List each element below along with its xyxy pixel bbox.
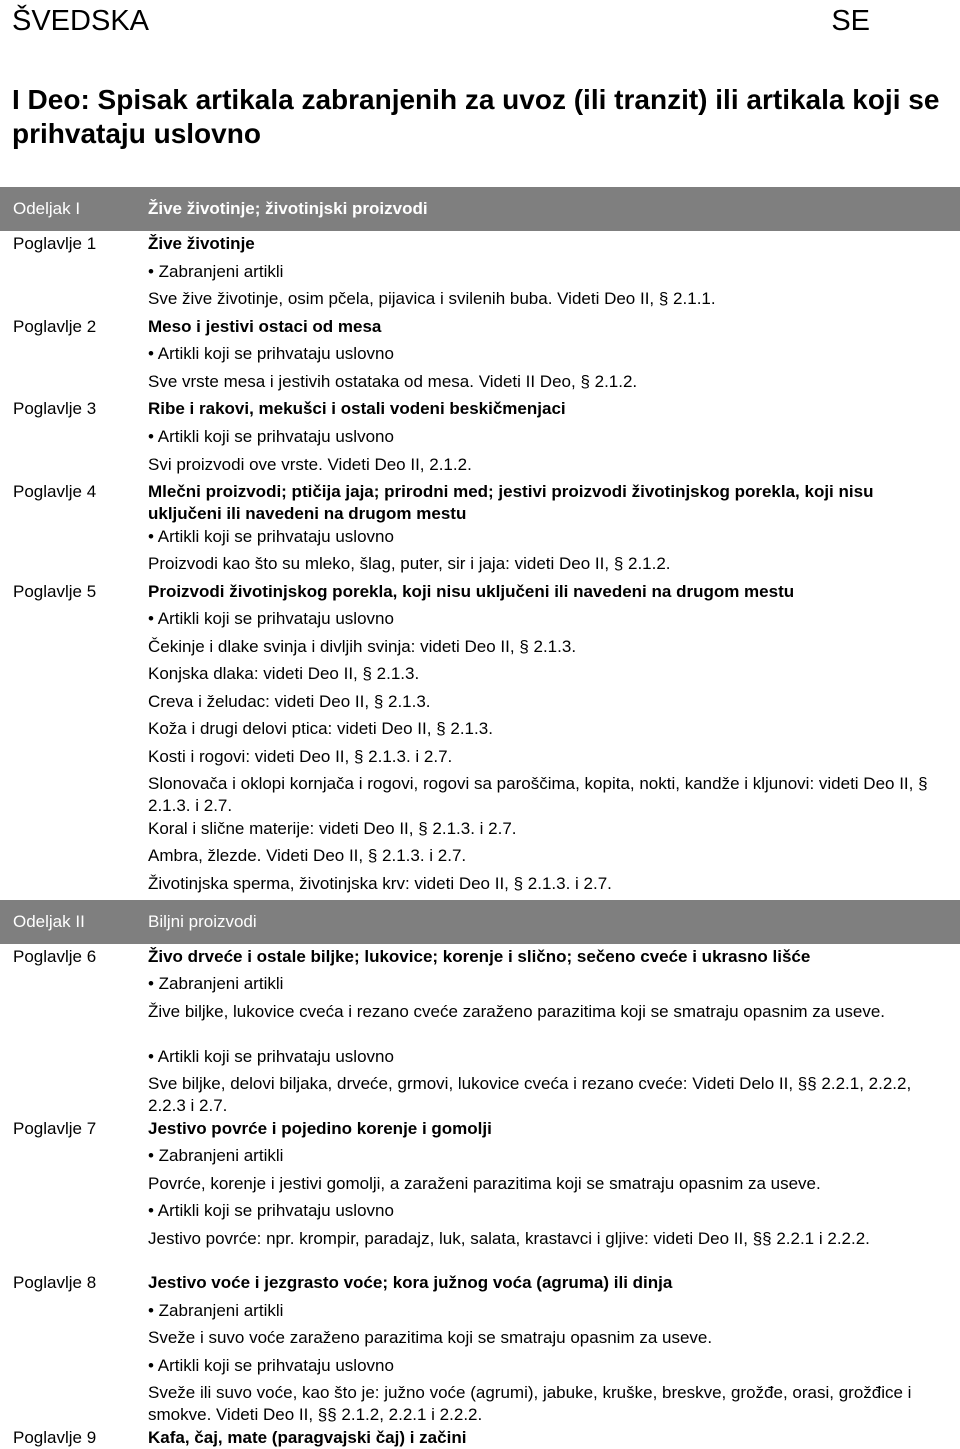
header-country: ŠVEDSKA: [12, 5, 149, 37]
section-title: Biljni proizvodi: [148, 912, 257, 931]
chapter-line: • Artikli koji se prihvataju uslovno: [148, 527, 394, 546]
chapter-title: Ribe i rakovi, mekušci i ostali vodeni beskičmenjaci: [148, 399, 566, 418]
chapter-label: Poglavlje 6: [13, 947, 97, 966]
chapter-line: • Artikli koji se prihvataju uslovno: [148, 609, 394, 628]
chapter-line: Povrće, korenje i jestivi gomolji, a zaraženi parazitima koji se smatraju opasnim za useve.: [148, 1174, 821, 1193]
chapter-title: Kafa, čaj, mate (paragvajski čaj) i začini: [148, 1428, 467, 1447]
chapter-title: Živo drveće i ostale biljke; lukovice; korenje i slično; sečeno cveće i ukrasno lišće: [148, 947, 811, 966]
chapter-title: Jestivo voće i jezgrasto voće; kora južnog voća (agruma) ili dinja: [148, 1273, 673, 1292]
chapter-line: • Artikli koji se prihvataju uslovno: [148, 1201, 394, 1220]
chapter-label: Poglavlje 1: [13, 234, 97, 253]
chapter-line: Svi proizvodi ove vrste. Videti Deo II, 2.1.2.: [148, 455, 472, 474]
chapter-label: Poglavlje 4: [13, 482, 97, 501]
chapter-label: Poglavlje 2: [13, 317, 97, 336]
chapter-title: Jestivo povrće i pojedino korenje i gomolji: [148, 1119, 492, 1138]
chapter-label: Poglavlje 5: [13, 582, 97, 601]
chapter-line: Sveže ili suvo voće, kao što je: južno voće (agrumi), jabuke, kruške, breskve, grožđe, orasi, grožđice i smokve. Videti Deo II, §§ 2.1.2, 2.2.1 i 2.2.2.: [148, 1383, 912, 1424]
chapter-line: Žive biljke, lukovice cveća i rezano cveće zaraženo parazitima koji se smatraju opasnim za useve.: [148, 1002, 885, 1021]
section-title: Žive životinje; životinjski proizvodi: [148, 199, 428, 218]
chapter-label: Poglavlje 3: [13, 399, 97, 418]
chapter-line: Jestivo povrće: npr. krompir, paradajz, luk, salata, krastavci i gljive: videti Deo II, §§ 2.2.1 i 2.2.2.: [148, 1229, 870, 1248]
section-label: Odeljak II: [13, 912, 85, 931]
chapter-title: Proizvodi životinjskog porekla, koji nisu uključeni ili navedeni na drugom mestu: [148, 582, 795, 601]
chapter-title: Mlečni proizvodi; ptičija jaja; prirodni med; jestivi proizvodi životinjskog porekla, koji nisu uključeni ili navedeni na drugom mestu: [148, 482, 874, 523]
chapter-label: Poglavlje 9: [13, 1428, 97, 1447]
chapter-line: Koža i drugi delovi ptica: videti Deo II, § 2.1.3.: [148, 719, 493, 738]
header-code: SE: [831, 5, 870, 37]
chapter-line: Sve žive životinje, osim pčela, pijavica i svilenih buba. Videti Deo II, § 2.1.1.: [148, 289, 716, 308]
chapter-line: • Artikli koji se prihvataju uslvono: [148, 427, 394, 446]
chapter-line: Sve biljke, delovi biljaka, drveće, grmovi, lukovice cveća i rezano cveće: Videti Delo II, §§ 2.2.1, 2.2.2, 2.2.3 i 2.7.: [148, 1074, 912, 1115]
chapter-line: Creva i želudac: videti Deo II, § 2.1.3.: [148, 692, 431, 711]
chapter-line: • Artikli koji se prihvataju uslovno: [148, 1047, 394, 1066]
chapter-title: Meso i jestivi ostaci od mesa: [148, 317, 382, 336]
chapter-line: Slonovača i oklopi kornjača i rogovi, rogovi sa paroščima, kopita, nokti, kandže i kljunovi: videti Deo II, § 2.1.3. i 2.7.: [148, 774, 928, 815]
section-label: Odeljak I: [13, 199, 81, 218]
chapter-line: Životinjska sperma, životinjska krv: videti Deo II, § 2.1.3. i 2.7.: [148, 874, 612, 893]
page-title: I Deo: Spisak artikala zabranjenih za uvoz (ili tranzit) ili artikala koji se prihvataju uslovno: [12, 84, 940, 149]
chapter-line: Sve vrste mesa i jestivih ostataka od mesa. Videti II Deo, § 2.1.2.: [148, 372, 638, 391]
chapter-line: • Artikli koji se prihvataju uslovno: [148, 1356, 394, 1375]
chapter-line: • Zabranjeni artikli: [148, 262, 284, 281]
chapter-title: Žive životinje: [148, 234, 255, 253]
chapter-line: • Zabranjeni artikli: [148, 1146, 284, 1165]
chapter-line: • Zabranjeni artikli: [148, 1301, 284, 1320]
section-bar-1: [0, 187, 960, 231]
chapter-line: Koral i slične materije: videti Deo II, § 2.1.3. i 2.7.: [148, 819, 517, 838]
chapter-label: Poglavlje 8: [13, 1273, 97, 1292]
chapter-line: Proizvodi kao što su mleko, šlag, puter, sir i jaja: videti Deo II, § 2.1.2.: [148, 554, 671, 573]
chapter-line: • Zabranjeni artikli: [148, 974, 284, 993]
chapter-line: Sveže i suvo voće zaraženo parazitima koji se smatraju opasnim za useve.: [148, 1328, 713, 1347]
chapter-line: Ambra, žlezde. Videti Deo II, § 2.1.3. i 2.7.: [148, 846, 467, 865]
chapter-line: Konjska dlaka: videti Deo II, § 2.1.3.: [148, 664, 420, 683]
chapter-line: Kosti i rogovi: videti Deo II, § 2.1.3. i 2.7.: [148, 747, 453, 766]
section-bar-2: [0, 900, 960, 944]
chapter-line: • Artikli koji se prihvataju uslovno: [148, 344, 394, 363]
chapter-line: Čekinje i dlake svinja i divljih svinja: videti Deo II, § 2.1.3.: [148, 637, 577, 656]
chapter-label: Poglavlje 7: [13, 1119, 97, 1138]
